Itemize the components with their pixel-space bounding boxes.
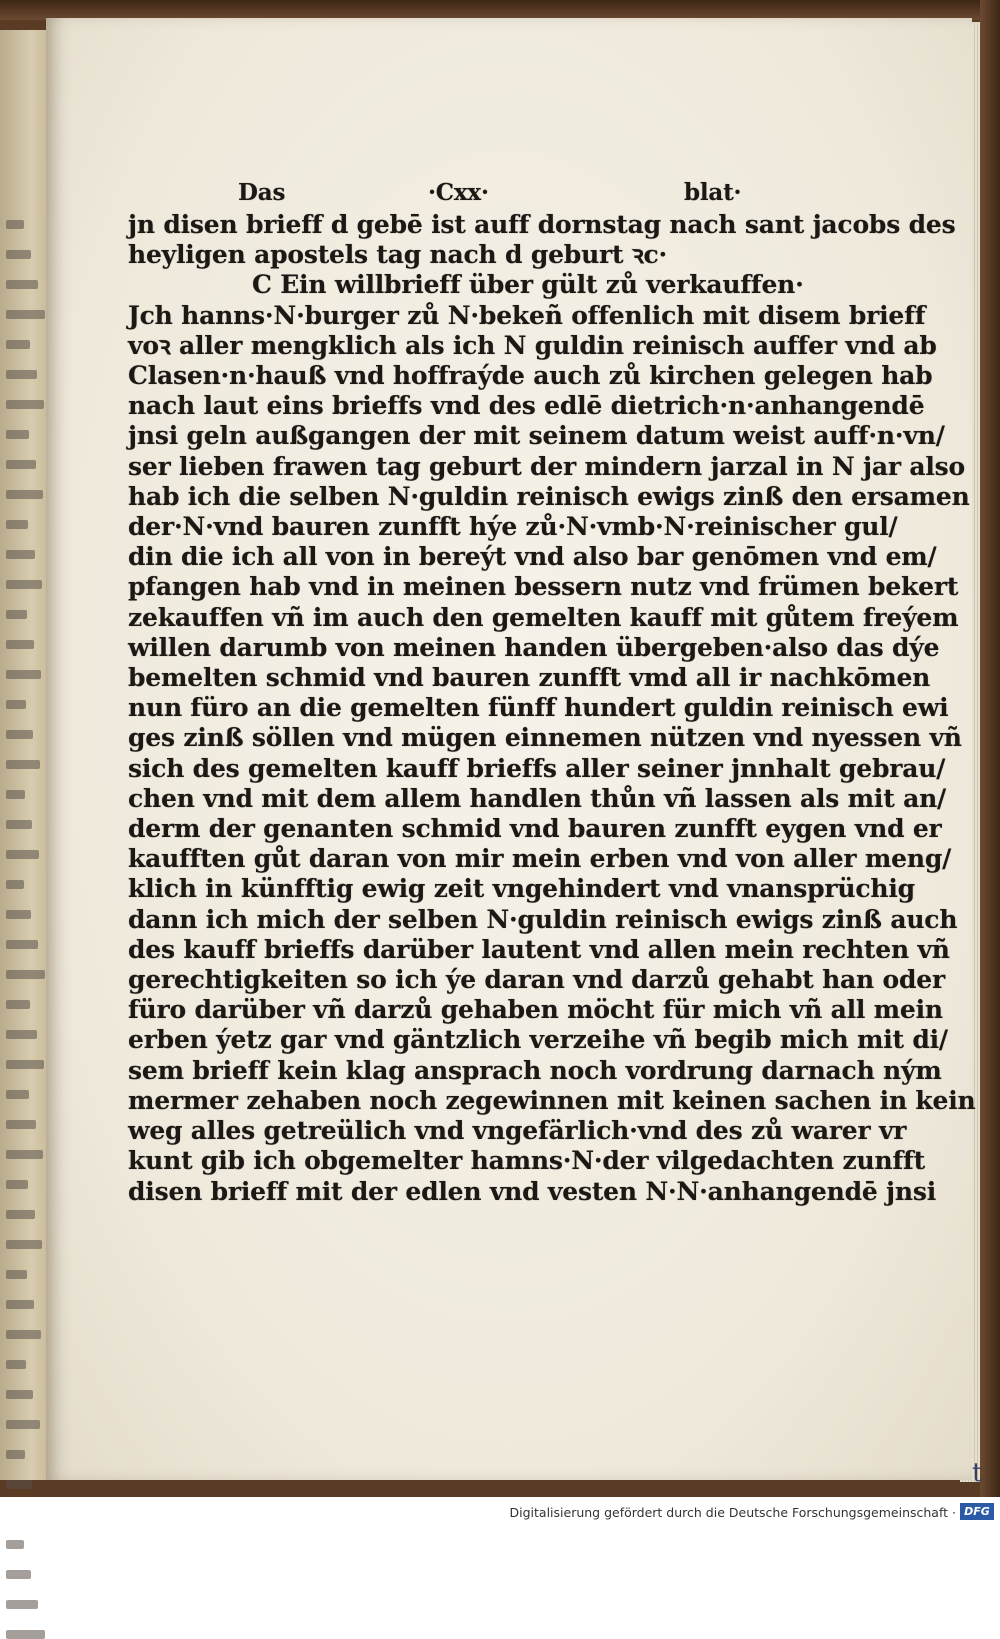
folio-number: ·Cxx· bbox=[428, 179, 489, 206]
text-line: pfangen hab vnd in meinen bessern nutz vnd frümen bekert bbox=[128, 572, 959, 602]
facing-page-text-fragment bbox=[6, 250, 31, 259]
text-line: bemelten schmid vnd bauren zunfft vmd all ir nachkōmen bbox=[128, 663, 931, 693]
facing-page-text-fragment bbox=[6, 850, 39, 859]
facing-page-text-fragment bbox=[6, 820, 32, 829]
binding-top-edge bbox=[0, 0, 1000, 20]
section-heading: C Ein willbrieff über gült zů verkauffen· bbox=[252, 270, 804, 300]
text-line: zekauffen vñ im auch den gemelten kauff mit gůtem freýem bbox=[128, 602, 959, 632]
text-line: füro darüber vñ darzů gehaben möcht für mich vñ all mein bbox=[128, 995, 943, 1025]
facing-page-text-fragment bbox=[6, 1420, 40, 1429]
text-line: hab ich die selben N·guldin reinisch ewigs zinß den ersamen bbox=[128, 481, 970, 511]
facing-page-text-fragment bbox=[6, 910, 31, 919]
text-line: erben ýetz gar vnd gäntzlich verzeihe vñ begib mich mit di/ bbox=[128, 1025, 948, 1055]
footer-bar bbox=[0, 1497, 1000, 1526]
facing-page-text-fragment bbox=[6, 310, 45, 319]
facing-page-text-fragment bbox=[6, 1060, 44, 1069]
facing-page-text-fragment bbox=[6, 400, 44, 409]
facing-page-text-fragment bbox=[6, 610, 27, 619]
text-line: jnsi geln außgangen der mit seinem datum weist auff·n·vn/ bbox=[128, 421, 945, 451]
text-line: sem brieff kein klag ansprach noch vordrung darnach ným bbox=[128, 1055, 942, 1085]
facing-page-text-fragment bbox=[6, 1030, 37, 1039]
binding-right-edge bbox=[980, 0, 1000, 1497]
text-line: kunt gib ich obgemelter hamns·N·der vilgedachten zunfft bbox=[128, 1146, 925, 1176]
page-text bbox=[128, 178, 976, 1207]
funding-credit: Digitalisierung gefördert durch die Deutsche Forschungsgemeinschaft · bbox=[509, 1505, 956, 1520]
facing-page-text-fragment bbox=[6, 1090, 29, 1099]
text-line: Clasen·n·hauß vnd hoffraýde auch zů kirchen gelegen hab bbox=[128, 361, 933, 391]
facing-page-text-fragment bbox=[6, 730, 33, 739]
text-line: Jch hanns·N·burger zů N·bekeñ offenlich mit disem brieff bbox=[128, 300, 926, 330]
facing-page-text-fragment bbox=[6, 1120, 36, 1129]
text-line: kaufften gůt daran von mir mein erben vnd von aller meng/ bbox=[128, 844, 952, 874]
facing-page-text-fragment bbox=[6, 760, 40, 769]
text-lines bbox=[128, 210, 976, 1207]
facing-page-text-fragment bbox=[6, 1600, 38, 1609]
text-line: derm der genanten schmid vnd bauren zunfft eygen vnd er bbox=[128, 814, 942, 844]
text-line: gerechtigkeiten so ich ýe daran vnd darzů gehabt han oder bbox=[128, 965, 945, 995]
text-line: dann ich mich der selben N·guldin reinisch ewigs zinß auch bbox=[128, 904, 958, 934]
facing-page-text-fragment bbox=[6, 220, 24, 229]
facing-page-text-fragment bbox=[6, 1450, 25, 1459]
text-line: voꝛ aller mengklich als ich N guldin reinisch auffer vnd ab bbox=[128, 330, 937, 360]
running-head-left: Das bbox=[238, 179, 286, 206]
facing-page-text-fragment bbox=[6, 490, 43, 499]
text-line: willen darumb von meinen handen übergeben·also das dýe bbox=[128, 632, 940, 662]
facing-page-text-fragment bbox=[6, 1570, 31, 1579]
text-line: mermer zehaben noch zegewinnen mit keinen sachen in kein bbox=[128, 1085, 976, 1115]
facing-page-text-fragment bbox=[6, 460, 36, 469]
facing-page-text-fragment bbox=[6, 550, 35, 559]
facing-page-text-fragment bbox=[6, 340, 30, 349]
facing-page-text-fragment bbox=[6, 640, 34, 649]
facing-page-text-fragment bbox=[6, 1330, 41, 1339]
facing-page-text-fragment bbox=[6, 1480, 32, 1489]
facing-page-text-fragment bbox=[6, 1240, 42, 1249]
text-line: des kauff brieffs darüber lautent vnd allen mein rechten vñ bbox=[128, 934, 950, 964]
running-head-right: blat· bbox=[684, 179, 742, 206]
text-line: weg alles getreülich vnd vngefärlich·vnd des zů warer vr bbox=[128, 1116, 907, 1146]
text-line: sich des gemelten kauff brieffs aller seiner jnnhalt gebrau/ bbox=[128, 753, 946, 783]
facing-page-text-fragment bbox=[6, 520, 28, 529]
facing-page-text-fragment bbox=[6, 1540, 24, 1549]
facing-page-text-fragment bbox=[6, 1300, 34, 1309]
text-line: heyligen apostels tag nach d geburt ꝛc· bbox=[128, 240, 668, 270]
text-line: ser lieben frawen tag geburt der mindern jarzal in N jar also bbox=[128, 451, 965, 481]
facing-page-text-fragment bbox=[6, 790, 25, 799]
facing-page-text-fragment bbox=[6, 970, 45, 979]
facing-page-text-fragment bbox=[6, 880, 24, 889]
text-line: jn disen brieff d gebē ist auff dornstag nach sant jacobs des bbox=[128, 210, 956, 239]
facing-page-text-fragment bbox=[6, 430, 29, 439]
facing-page-text-fragment bbox=[6, 1390, 33, 1399]
text-line: din die ich all von in bereýt vnd also bar genōmen vnd em/ bbox=[128, 542, 937, 572]
facing-page-text-fragment bbox=[6, 1360, 26, 1369]
text-line: nach laut eins brieffs vnd des edlē dietrich·n·anhangendē bbox=[128, 391, 925, 421]
facing-page-text-fragment bbox=[6, 1630, 45, 1639]
text-line: nun füro an die gemelten fünff hundert guldin reinisch ewi bbox=[128, 693, 949, 723]
facing-page-text-fragment bbox=[6, 700, 26, 709]
facing-page-text-fragment bbox=[6, 1150, 43, 1159]
facing-page-text-fragment bbox=[6, 1210, 35, 1219]
running-head bbox=[128, 178, 848, 210]
facing-page-text-fragment bbox=[6, 580, 42, 589]
dfg-logo-icon: DFG bbox=[960, 1503, 994, 1520]
text-line: der·N·vnd bauren zunfft hýe zů·N·vmb·N·reinischer gul/ bbox=[128, 512, 898, 542]
corner-mark: t bbox=[972, 1458, 983, 1488]
facing-page-text-fragment bbox=[6, 370, 37, 379]
facing-page-text-fragment bbox=[6, 1270, 27, 1279]
facing-page-text-fragment bbox=[6, 280, 38, 289]
facing-page-text-fragment bbox=[6, 1180, 28, 1189]
book-page bbox=[46, 18, 983, 1488]
text-line: chen vnd mit dem allem handlen thůn vñ lassen als mit an/ bbox=[128, 783, 946, 813]
facing-page-text-fragment bbox=[6, 940, 38, 949]
text-line: klich in künfftig ewig zeit vngehindert vnd vnansprüchig bbox=[128, 874, 915, 904]
text-line: ges zinß söllen vnd mügen einnemen nützen vnd nyessen vñ bbox=[128, 723, 962, 753]
facing-page-text-fragment bbox=[6, 670, 41, 679]
text-line: disen brieff mit der edlen vnd vesten N·N·anhangendē jnsi bbox=[128, 1176, 937, 1206]
facing-page-text-fragment bbox=[6, 1000, 30, 1009]
